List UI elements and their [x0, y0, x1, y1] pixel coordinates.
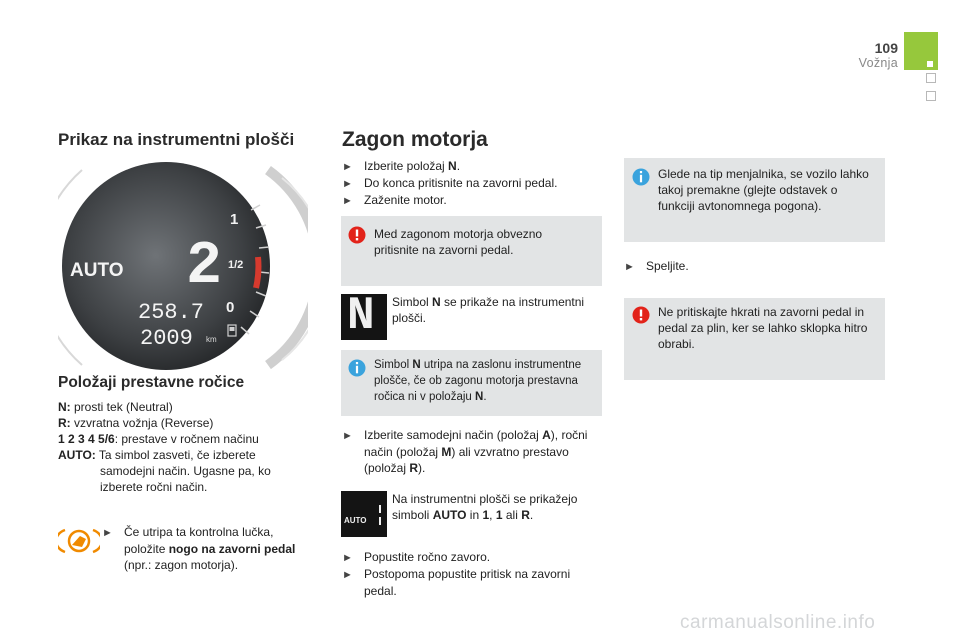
- section-tab-dot: [927, 61, 933, 67]
- gauge-mark-0: 0: [226, 299, 235, 316]
- n-info-text: Simbol N utripa na zaslonu instrumentne plošče, če ob zagonu motorja prestavna ročica ni v položaju N.: [374, 359, 582, 403]
- instrument-gauge-image: [58, 160, 308, 370]
- page-number: 109: [874, 40, 898, 56]
- gauge-odometer-top: 258.7: [138, 300, 205, 325]
- gauge-odometer-bottom: 2009: [140, 326, 193, 351]
- bullet-icon: ►: [342, 195, 353, 207]
- gear-item-manual: 1 2 3 4 5/6: prestave v ročnem načinu: [58, 432, 259, 446]
- drive-off-step: ► Speljite.: [624, 259, 689, 273]
- bullet-icon: ►: [342, 161, 353, 173]
- section-name: Vožnja: [858, 56, 898, 70]
- bullet-icon: ►: [102, 527, 113, 539]
- gear-item-auto-line2: samodejni način. Ugasne pa, ko: [100, 464, 271, 478]
- n-symbol-text: Simbol N se prikaže na instrumentni plošči.: [392, 295, 585, 325]
- auto-symbol-caption: Na instrumentni plošči se prikažejo simboli AUTO in 1, 1 ali R.: [392, 492, 578, 522]
- gauge-mark-half: 1/2: [228, 259, 244, 271]
- gear-positions-list: [58, 399, 318, 495]
- n-symbol-display: [341, 290, 387, 342]
- release-step-1: ► Popustite ročno zavoro.: [342, 550, 491, 564]
- info-icon: [632, 168, 650, 186]
- watermark: carmanualsonline.info: [680, 612, 876, 633]
- auto-symbol-display: [341, 491, 387, 537]
- middle-title: Zagon motorja: [342, 128, 488, 151]
- bullet-icon: ►: [342, 178, 353, 190]
- gauge-gear: 2: [186, 233, 223, 301]
- auto-symbol-text: AUTO: [344, 516, 367, 525]
- start-step-3: ► Zaženite motor.: [342, 193, 447, 207]
- gauge-mark-1: 1: [230, 211, 239, 228]
- bullet-icon: ►: [342, 569, 353, 581]
- foot-on-brake-warning-icon: [58, 526, 100, 556]
- section-tab-empty-1: [926, 73, 936, 83]
- bullet-icon: ►: [342, 552, 353, 564]
- autonomous-info-text: Glede na tip menjalnika, se vozilo lahko takoj premakne (glejte odstavek o funkciji avtonomnega pogona).: [658, 167, 869, 213]
- start-step-2: ► Do konca pritisnite na zavorni pedal.: [342, 176, 558, 190]
- gear-item-n: N: prosti tek (Neutral): [58, 400, 173, 414]
- gear-item-r: R: vzvratna vožnja (Reverse): [58, 416, 214, 430]
- release-step-2-cont: pedal.: [364, 584, 397, 598]
- select-mode-step: ► Izberite samodejni način (položaj A), ročni način (položaj M) ali vzvratno prestavo (položaj R).: [342, 428, 588, 475]
- section-tab-empty-2: [926, 91, 936, 101]
- gear-item-auto-line3: izberete ročni način.: [100, 480, 208, 494]
- start-step-1: ► Izberite položaj N.: [342, 159, 461, 173]
- bullet-icon: ►: [342, 430, 353, 442]
- n-symbol-glyph: N: [347, 290, 375, 342]
- left-subtitle: Položaji prestavne ročice: [58, 374, 245, 391]
- alert-icon: [632, 306, 650, 324]
- gauge-mode: AUTO: [70, 260, 124, 281]
- release-step-2: ► Postopoma popustite pritisk na zavorni: [342, 567, 571, 581]
- brake-alert-text: Med zagonom motorja obvezno pritisnite na zavorni pedal.: [374, 227, 543, 257]
- bullet-icon: ►: [624, 261, 635, 273]
- gauge-unit: km: [206, 335, 217, 344]
- warning-text: ► Če utripa ta kontrolna lučka, položite nogo na zavorni pedal (npr.: zagon motorja).: [102, 525, 296, 572]
- release-steps: [342, 549, 604, 599]
- clutch-alert-text: Ne pritiskajte hkrati na zavorni pedal in pedal za plin, ker se lahko sklopka hitro obrabi.: [658, 305, 868, 351]
- gear-item-auto: AUTO: Ta simbol zasveti, če izberete: [58, 448, 256, 462]
- info-icon: [348, 359, 366, 377]
- alert-icon: [348, 226, 366, 244]
- left-title: Prikaz na instrumentni plošči: [58, 130, 295, 149]
- start-steps-1: [342, 158, 602, 209]
